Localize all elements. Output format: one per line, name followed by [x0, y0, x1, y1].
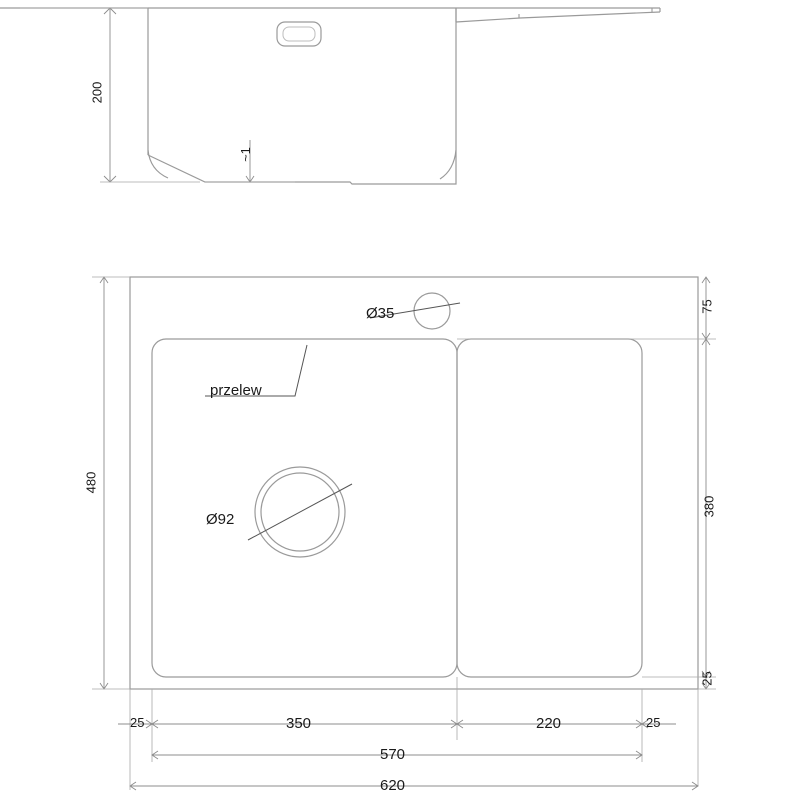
label-thickness-1: ~1 [237, 147, 253, 162]
label-height-480: 480 [83, 471, 99, 494]
label-hole-d35: Ø35 [366, 305, 395, 322]
label-overflow-note: przelew [210, 382, 262, 399]
label-bowl-350: 350 [286, 715, 312, 732]
label-drainer-220: 220 [536, 715, 562, 732]
label-bottom-margin-25: 25 [699, 671, 715, 686]
label-drain-d92: Ø92 [206, 511, 235, 528]
label-depth-200: 200 [89, 81, 105, 104]
label-inner-380: 380 [701, 495, 717, 518]
top-view-dimensions [92, 277, 716, 790]
label-right-margin-25: 25 [646, 715, 661, 730]
label-top-margin-75: 75 [699, 299, 715, 314]
label-total-width-620: 620 [380, 777, 406, 794]
label-left-margin-25: 25 [130, 715, 145, 730]
section-dimension-200 [20, 8, 200, 182]
label-inner-width-570: 570 [380, 746, 406, 763]
